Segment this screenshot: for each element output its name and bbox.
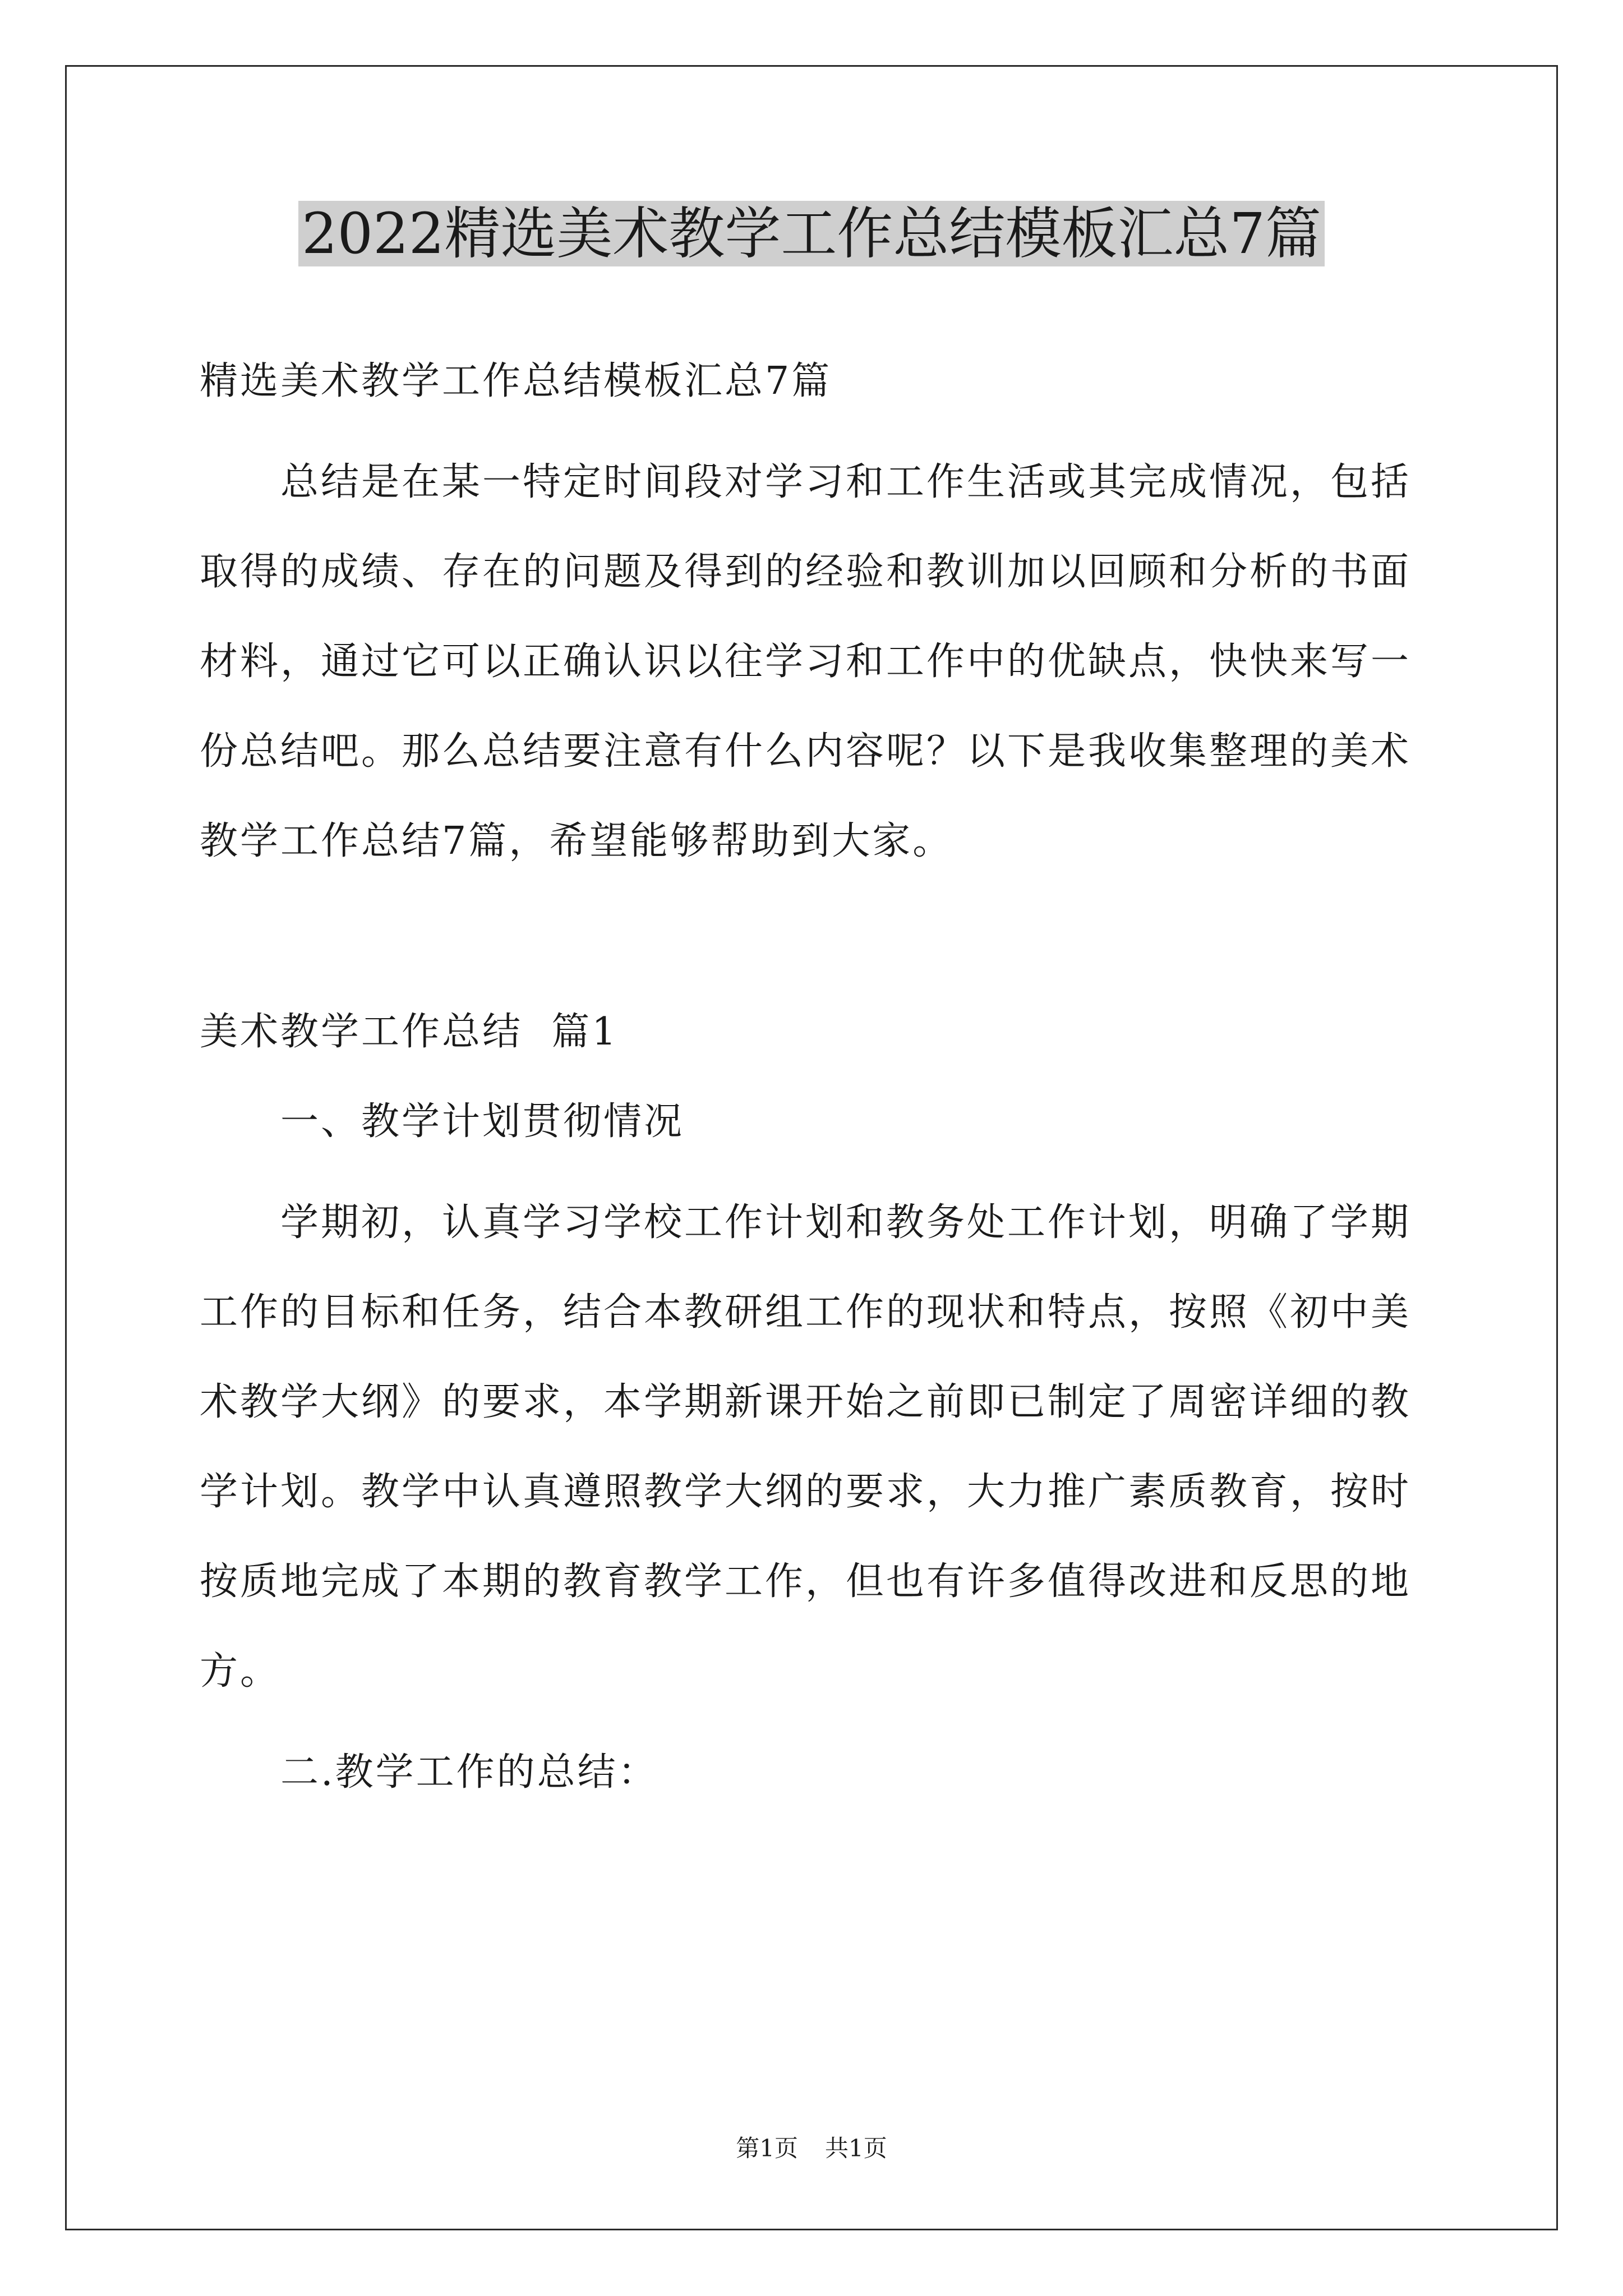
item1-heading: 一、教学计划贯彻情况 <box>280 1099 685 1144</box>
section-heading: 美术教学工作总结 篇1 <box>200 1010 619 1054</box>
document-title <box>0 197 1623 270</box>
subtitle: 精选美术教学工作总结模板汇总7篇 <box>200 359 832 403</box>
item1-paragraph: 学期初，认真学习学校工作计划和教务处工作计划，明确了学期工作的目标和任务，结合本教研组工作的现状和特点，按照《初中美术教学大纲》的要求，本学期新课开始之前即已制定了周密详细的教学计划。教学中认真遵照教学大纲的要求，大力推广素质教育，按时按质地完成了本期的教育教学工作，但也有许多值得改进和反思的地方。 <box>200 1200 1412 1694</box>
document-title-text: 2022精选美术教学工作总结模板汇总7篇 <box>298 201 1325 266</box>
document-body <box>200 337 1429 1818</box>
page-number-total: 共1页 <box>825 2134 887 2162</box>
intro-paragraph: 总结是在某一特定时间段对学习和工作生活或其完成情况，包括取得的成绩、存在的问题及得到的经验和教训加以回顾和分析的书面材料，通过它可以正确认识以往学习和工作中的优缺点，快快来写一份总结吧。那么总结要注意有什么内容呢？以下是我收集整理的美术教学工作总结7篇，希望能够帮助到大家。 <box>200 460 1412 863</box>
item2-heading: 二.教学工作的总结： <box>280 1750 658 1795</box>
page-footer <box>0 2132 1623 2165</box>
page-number-current: 第1页 <box>736 2134 798 2162</box>
